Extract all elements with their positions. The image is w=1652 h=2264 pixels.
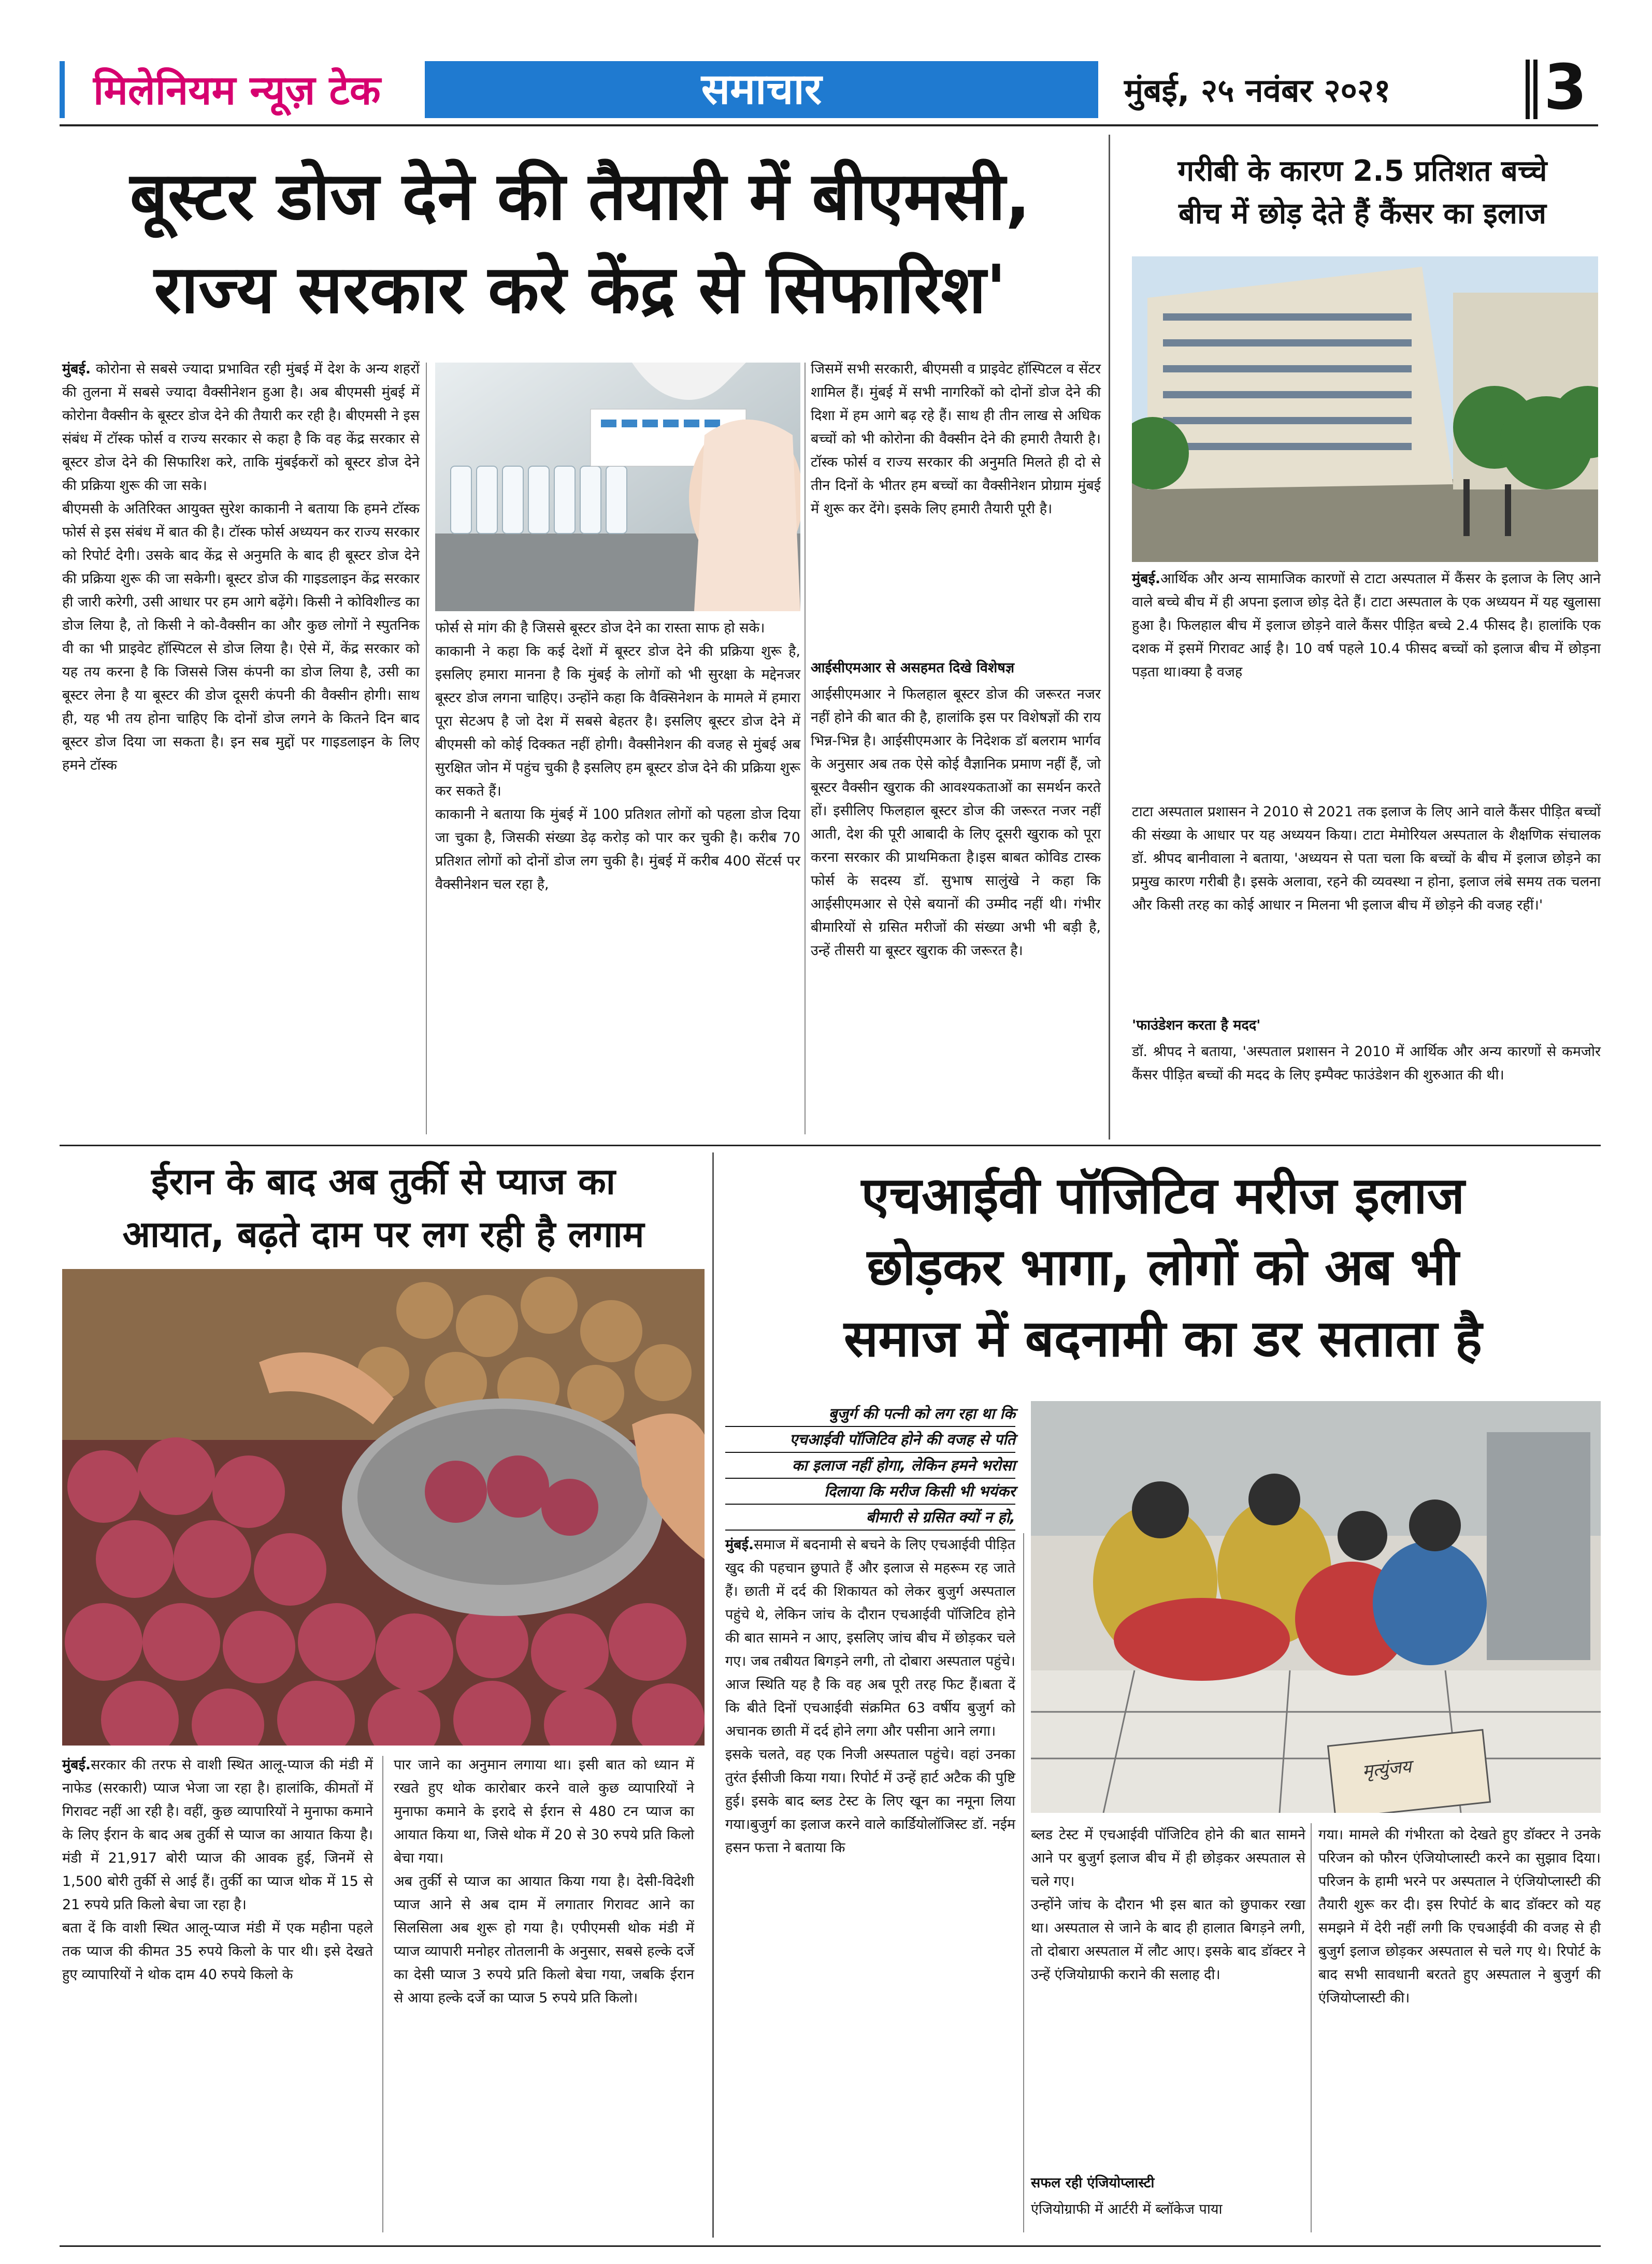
cancer-para1: मुंबई.आर्थिक और अन्य सामाजिक कारणों से टाटा अस्पताल में कैंसर के इलाज के लिए आने वाले बच्चे बीच में ही अपना इलाज छोड़ देते हैं। टाटा अस्पताल के एक अध्ययन में यह खुलासा हुआ है। फिलहाल बीच में इलाज छोड़ने वाले कैंसर पीड़ित बच्चे 2.4 फीसद है। हालांकि एक दशक में इसमें गिरावट आई है। 10 वर्ष पहले 10.4 फीसद बच्चों को इलाज बीच में छोड़ना पड़ता था।क्या है वजह [1132, 571, 1601, 680]
masthead-rule [60, 124, 1598, 126]
masthead-left-bar [60, 61, 65, 118]
hiv-col2-subhead: सफल रही एंजियोप्लास्टी [1031, 2175, 1155, 2191]
booster-col3-top: जिसमें सभी सरकारी, बीएमसी व प्राइवेट हॉस्पिटल व सेंटर शामिल हैं। मुंबई में सभी नागरिकों को दोनों डोज देने की दिशा में हम आगे बढ़ रहे हैं। साथ ही तीन लाख से अधिक बच्चों को भी कोरोना की वैक्सीन देने की हमारी तैयारी है। टॉस्क फोर्स व राज्य सरकार की अनुमति मिलते ही दो से तीन दिनों के भीतर हम बच्चों का वैक्सीनेशन प्रोग्राम मुंबई में शुरू कर देंगे। इसके लिए हमारी तैयारी पूरी है। [811, 361, 1101, 517]
hospital-photo [1132, 256, 1598, 562]
onion-col2: पार जाने का अनुमान लगाया था। इसी बात को ध्यान में रखते हुए थोक कारोबार करने वाले कुछ व्यापारियों ने मुनाफा कमाने के इरादे से ईरान से 480 टन प्याज का आयात किया था, जिसे थोक में 20 से 30 रुपये प्रति किलो बेचा गया। अब तुर्की से प्याज का आयात किया गया है। देसी-विदेशी प्याज आने से अब दाम में लगातार गिरावट आने का सिलसिला अब शुरू हो गया है। एपीएमसी थोक मंडी में प्याज व्यापारी मनोहर तोतलानी के अनुसार, सबसे हल्के दर्जे का देसी प्याज 3 रुपये प्रति किलो बेचा गया, जबकि ईरान से आया हल्के दर्जे का प्याज 5 रुपये प्रति किलो। [394, 1757, 694, 2006]
page-number: 3 [1544, 52, 1587, 124]
cancer-subhead: 'फाउंडेशन करता है मदद' [1132, 1017, 1261, 1033]
issue-date: मुंबई, २५ नवंबर २०२१ [1124, 71, 1391, 109]
hiv-summary-line: बुजुर्ग की पत्नी को लग रहा था कि [725, 1401, 1015, 1427]
booster-headline: बूस्टर डोज देने की तैयारी में बीएमसी, राज्य सरकार करे केंद्र से सिफारिश' [130, 158, 1031, 328]
ward-illustration [1031, 1401, 1601, 1813]
col-rule [1311, 1823, 1312, 2232]
ward-photo-caption: मृत्युंजय [1361, 1756, 1413, 1782]
vaccine-photo [435, 363, 800, 611]
hiv-summary [725, 1401, 1015, 1531]
hiv-col3: गया। मामले की गंभीरता को देखते हुए डॉक्टर ने उनके परिजन को फौरन एंजियोप्लास्टी करने का सुझाव दिया। परिजन के हामी भरने पर अस्पताल ने एंजियोप्लास्टी की तैयारी शुरू कर दी। इस रिपोर्ट के बाद डॉक्टर को यह समझने में देरी नहीं लगी कि एचआईवी की वजह से ही बुजुर्ग इलाज छोड़कर अस्पताल से चले गए थे। रिपोर्ट के बाद सभी सावधानी बरतते हुए अस्पताल ने बुजुर्ग की एंजियोप्लास्टी की। [1318, 1827, 1601, 2006]
booster-col2: फोर्स से मांग की है जिससे बूस्टर डोज देने का रास्ता साफ हो सके। काकानी ने कहा कि कई देशों में बूस्टर डोज देने की प्रक्रिया शुरू है, इसलिए हमारा मानना है कि मुंबई के लोगों को भी सुरक्षा के मद्देनजर बूस्टर डोज लगना चाहिए। उन्होंने कहा कि वैक्सिनेशन के मामले में हमारा पूरा सेटअप है जो देश में सबसे बेहतर है। इसलिए बूस्टर डोज देने में बीएमसी को कोई दिक्कत नहीं होगी। वैक्सीनेशन की वजह से मुंबई अब सुरक्षित जोन में पहुंच चुकी है इसलिए हम बूस्टर डोज देने की प्रक्रिया शुरू कर सकते हैं। काकानी ने बताया कि मुंबई में 100 प्रतिशत लोगों को पहला डोज दिया जा चुका है, जिसकी संख्या डेढ़ करोड़ को पार कर चुकी है। करीब 70 प्रतिशत लोगों को दोनों डोज लग चुकी है। मुंबई में करीब 400 सेंटर्स पर वैक्सीनेशन चल रहा है, [435, 620, 800, 892]
onion-col1: मुंबई.सरकार की तरफ से वाशी स्थित आलू-प्याज की मंडी में नाफेड (सरकारी) प्याज भेजा जा रहा है। हालांकि, कीमतों में गिरावट नहीं आ रही है। वहीं, कुछ व्यापारियों ने मुनाफा कमाने के लिए ईरान के बाद अब तुर्की से प्याज का आयात किया है। मंडी में 21,917 बोरी प्याज की आवक हुई, जिनमें से 1,500 बोरी तुर्की से आई हैं। तुर्की का प्याज थोक में 15 से 21 रुपये प्रति किलो बेचा जा रहा है। बता दें कि वाशी स्थित आलू-प्याज मंडी में एक महीना पहले तक प्याज की कीमत 35 रुपये किलो के पार थी। इसे देखते हुए व्यापारियों ने थोक दाम 40 रुपये किलो के [62, 1757, 373, 1983]
page-number-divider-2 [1533, 60, 1538, 119]
footer-rule [60, 2245, 1601, 2247]
booster-col3-bottom: आईसीएमआर ने फिलहाल बूस्टर डोज की जरूरत नजर नहीं होने की बात की है, हालांकि इस पर विशेषज्ञों की राय भिन्न-भिन्न है। आईसीएमआर के निदेशक डॉ बलराम भार्गव के अनुसार अब तक ऐसे कोई वैज्ञानिक प्रमाण नहीं हैं, जो बूस्टर वैक्सीन खुराक की आवश्यकताओं का समर्थन करते हों। इसीलिए फिलहाल बूस्टर डोज की जरूरत नजर नहीं आती, देश की पूरी आबादी के लिए दूसरी खुराक को पूरा करना सरकार की प्राथमिकता है।इस बाबत कोविड टास्क फोर्स के सदस्य डॉ. सुभाष सालुंखे ने कहा कि आईसीएमआर से ऐसे बयानों की उम्मीद नहीं थी। गंभीर बीमारियों से ग्रसित मरीजों की संख्या अभी भी बड़ी है, उन्हें तीसरी या बूस्टर खुराक की जरूरत है। [811, 686, 1101, 959]
hiv-summary-line: बीमारी से ग्रसित क्यों न हो, [725, 1505, 1015, 1531]
hiv-summary-line: का इलाज नहीं होगा, लेकिन हमने भरोसा [725, 1453, 1015, 1479]
hospital-ward-photo [1031, 1401, 1601, 1813]
vaccine-illustration [435, 363, 800, 611]
onion-photo [62, 1269, 705, 1746]
onion-headline: ईरान के बाद अब तुर्की से प्याज का आयात, बढ़ते दाम पर लग रही है लगाम [122, 1160, 644, 1256]
hiv-headline: एचआईवी पॉजिटिव मरीज इलाज छोड़कर भागा, लोगों को अब भी समाज में बदनामी का डर सताता है [844, 1166, 1482, 1368]
hiv-col2-bottom: एंजियोग्राफी में आर्टरी में ब्लॉकेज पाया [1031, 2201, 1223, 2217]
section-rule [60, 1145, 1601, 1146]
col-rule [712, 1152, 714, 2238]
hospital-illustration [1132, 256, 1598, 562]
hiv-summary-line: दिलाया कि मरीज किसी भी भयंकर [725, 1479, 1015, 1505]
booster-col3-subhead: आईसीएमआर से असहमत दिखे विशेषज्ञ [811, 660, 1015, 676]
cancer-para2: टाटा अस्पताल प्रशासन ने 2010 से 2021 तक इलाज के लिए आने वाले कैंसर पीड़ित बच्चों की संख्या के आधार पर यह अध्ययन किया। टाटा मेमोरियल अस्पताल के शैक्षणिक संचालक डॉ. श्रीपद बानीवाला ने बताया, 'अध्ययन से पता चला कि बच्चों के बीच में इलाज छोड़ने का प्रमुख कारण गरीबी है। इसके अलावा, रहने की व्यवस्था न होना, इलाज लंबे समय तक चलना और किसी तरह का कोई आधार न मिलना भी इलाज बीच में छोड़ने की वजह रहीं।' [1132, 804, 1601, 913]
page-number-divider [1526, 60, 1530, 119]
booster-col1: मुंबई. कोरोना से सबसे ज्यादा प्रभावित रही मुंबई में देश के अन्य शहरों की तुलना में सबसे ज्यादा वैक्सीनेशन हुआ है। अब बीएमसी मुंबई में कोरोना वैक्सीन के बूस्टर डोज देने की तैयारी कर रही है। बीएमसी ने इस संबंध में टॉस्क फोर्स व राज्य सरकार से कहा है कि वह केंद्र सरकार से बूस्टर डोज देने की सिफारिश करे, ताकि मुंबईकरों को बूस्टर डोज देने की प्रक्रिया शुरू की जा सके। बीएमसी के अतिरिक्त आयुक्त सुरेश काकानी ने बताया कि हमने टॉस्क फोर्स से इस संबंध में बात की है। टॉस्क फोर्स अध्ययन कर राज्य सरकार को रिपोर्ट देगी। उसके बाद केंद्र से अनुमति के बाद ही बूस्टर डोज देने की प्रक्रिया शुरू की जा सकेगी। बूस्टर डोज की गाइडलाइन केंद्र सरकार ही जारी करेगी, उसी आधार पर हम आगे बढ़ेंगे। किसी ने कोविशील्ड का डोज लिया है, तो किसी ने को-वैक्सीन का और कुछ लोगों ने स्पुतनिक वी का भी प्राइवेट हॉस्पिटल से डोज लिया है। ऐसे में, केंद्र सरकार को यह तय करना है कि जिससे जिस कंपनी का डोज लिया है, उसी का बूस्टर लेना है या बूस्टर की डोज दूसरी कंपनी की वैक्सीन होगी। साथ ही, यह भी तय होना चाहिए कि दोनों डोज लगने के कितने दिन बाद बूस्टर डोज दिया जा सकता है। इन सब मुद्दों पर गाइडलाइन के लिए हमने टॉस्क [62, 361, 420, 773]
masthead [0, 0, 1652, 135]
hiv-col1: मुंबई.समाज में बदनामी से बचने के लिए एचआईवी पीड़ित खुद की पहचान छुपाते हैं और इलाज से महरूम रह जाते हैं। छाती में दर्द की शिकायत को लेकर बुजुर्ग अस्पताल पहुंचे थे, लेकिन जांच के दौरान एचआईवी पॉजिटिव होने की बात सामने न आए, इसलिए जांच बीच में छोड़कर चले गए। जब तबीयत बिगड़ने लगी, तो दोबारा अस्पताल पहुंचे। आज स्थिति यह है कि वह अब पूरी तरह फिट हैं।बता दें कि बीते दिनों एचआईवी संक्रमित 63 वर्षीय बुजुर्ग को अचानक छाती में दर्द होने लगा और पसीना आने लगा। इसके चलते, वह एक निजी अस्पताल पहुंचे। वहां उनका तुरंत ईसीजी किया गया। रिपोर्ट में उन्हें हार्ट अटैक की पुष्टि हुई। इसके बाद ब्लड टेस्ट के लिए खून का नमूना लिया गया।बुजुर्ग का इलाज करने वाले कार्डियोलॉजिस्ट डॉ. नईम हसन फत्ता ने बताया कि [725, 1537, 1015, 1856]
col-rule [1109, 135, 1110, 1140]
hiv-summary-line: एचआईवी पॉजिटिव होने की वजह से पति [725, 1427, 1015, 1453]
col-rule [805, 363, 806, 1134]
section-band [425, 61, 1098, 118]
col-rule [426, 363, 427, 1134]
col-rule [1023, 1533, 1024, 2232]
cancer-headline: गरीबी के कारण 2.5 प्रतिशत बच्चे बीच में छोड़ देते हैं कैंसर का इलाज [1177, 154, 1547, 230]
paper-name: मिलेनियम न्यूज़ टेक [93, 67, 381, 114]
onion-illustration [62, 1269, 705, 1746]
hiv-col2-top: ब्लड टेस्ट में एचआईवी पॉजिटिव होने की बात सामने आने पर बुजुर्ग इलाज बीच में ही छोड़कर अस्पताल से चले गए। उन्होंने जांच के दौरान भी इस बात को छुपाकर रखा था। अस्पताल से जाने के बाद ही हालात बिगड़ने लगी, तो दोबारा अस्पताल में लौट आए। इसके बाद डॉक्टर ने उन्हें एंजियोग्राफी कराने की सलाह दी। [1031, 1827, 1305, 1983]
section-title: समाचार [701, 65, 822, 114]
cancer-para3: डॉ. श्रीपद ने बताया, 'अस्पताल प्रशासन ने 2010 में आर्थिक और अन्य कारणों से कमजोर कैंसर पीड़ित बच्चों की मदद के लिए इम्पैक्ट फाउंडेशन की शुरुआत की थी। [1132, 1044, 1601, 1083]
col-rule [382, 1756, 383, 2232]
